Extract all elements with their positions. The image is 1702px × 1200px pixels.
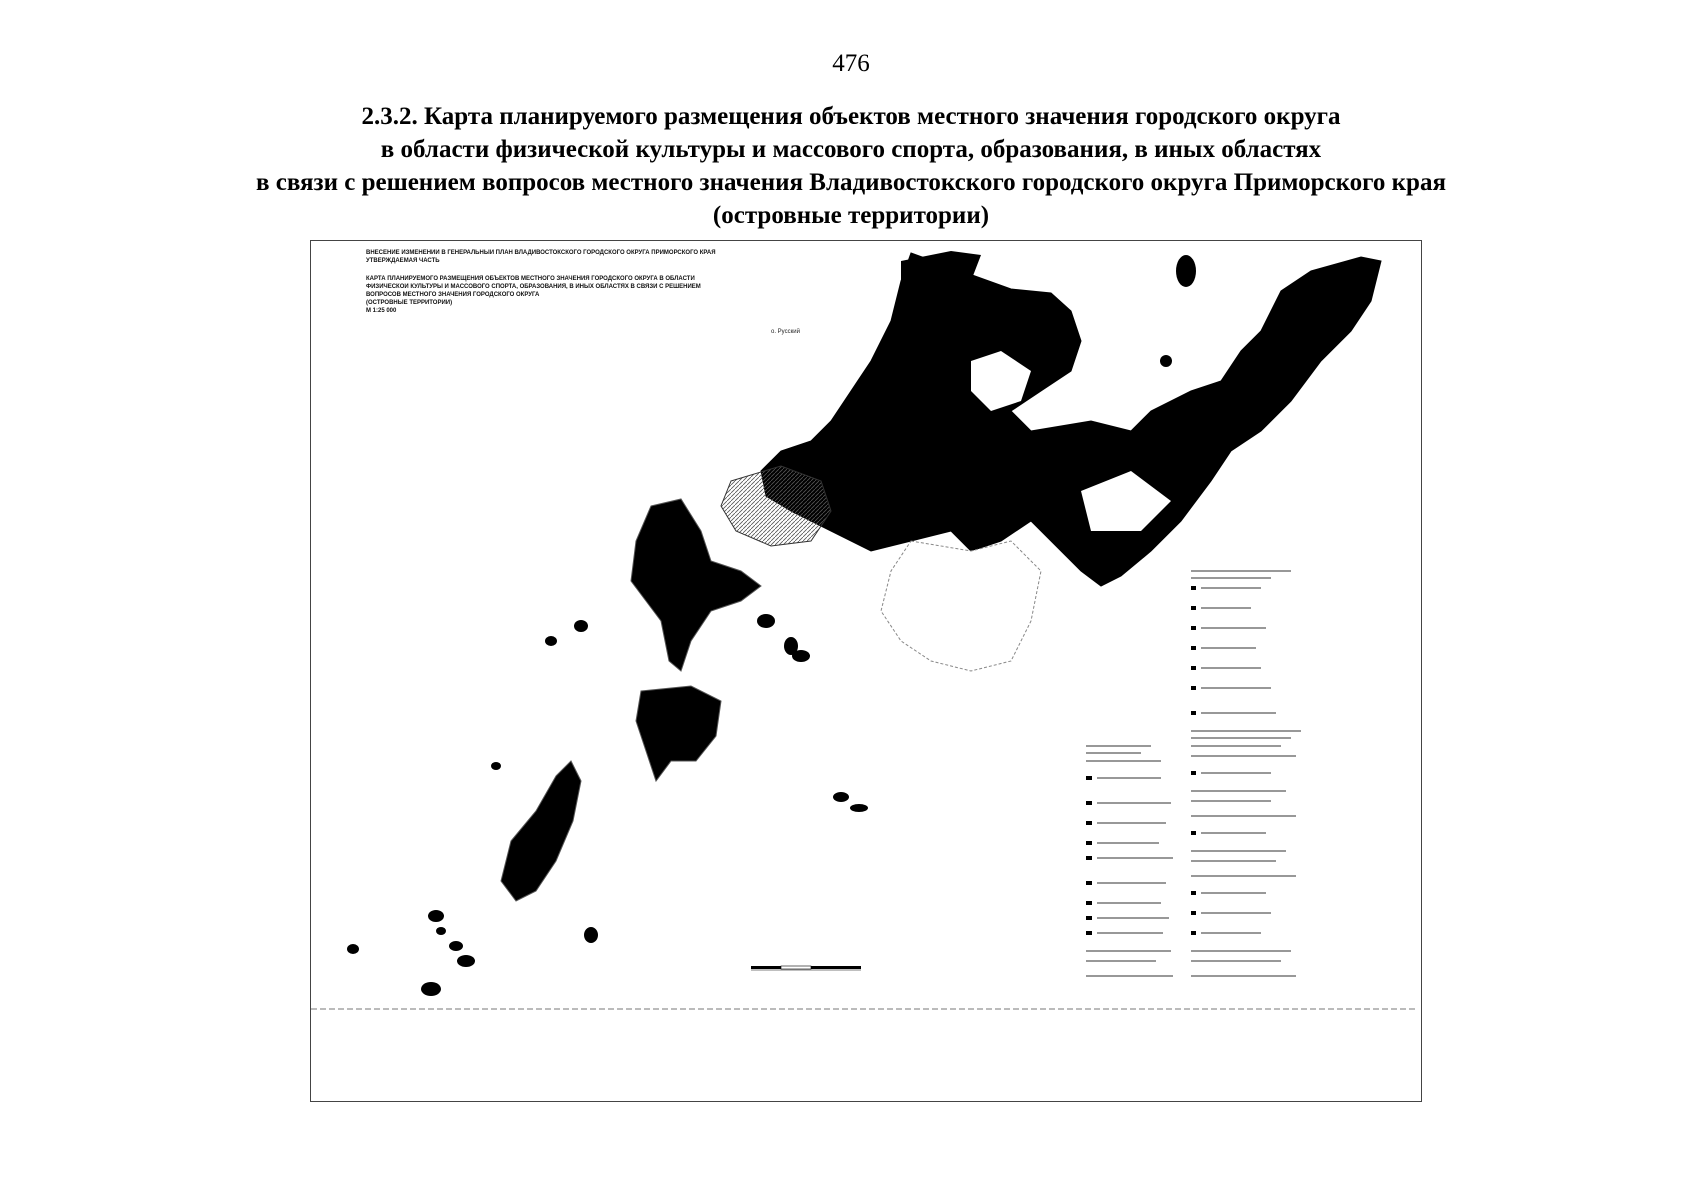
title-line-2: в области физической культуры и массового спорта, образования, в иных областях (380, 136, 1322, 163)
map-header-line-6: (ОСТРОВНЫЕ ТЕРРИТОРИИ) (366, 300, 453, 306)
page-number: 476 (832, 50, 870, 77)
legend-block-right (1191, 571, 1301, 976)
islet (574, 620, 588, 632)
map-header-line-3: КАРТА ПЛАНИРУЕМОГО РАЗМЕЩЕНИЯ ОБЪЕКТОВ МЕСТНОГО ЗНАЧЕНИЯ ГОРОДСКОГО ОКРУГА В ОБЛАСТИ (366, 276, 695, 282)
islet (833, 792, 849, 802)
map-figure (310, 240, 1422, 1102)
islet (457, 955, 475, 967)
islet (1176, 255, 1196, 287)
islet (792, 650, 810, 662)
main-island (761, 253, 1381, 586)
islet (1160, 355, 1172, 367)
islet (436, 927, 446, 935)
islet (757, 614, 775, 628)
map-scale: М 1:25 000 (366, 308, 397, 314)
islet (347, 944, 359, 954)
southwest-island (501, 761, 581, 901)
map-header (366, 249, 836, 315)
title-line-4: (островные территории) (712, 202, 990, 229)
islet (584, 927, 598, 943)
map-header-line-2: УТВЕРЖДАЕМАЯ ЧАСТЬ (366, 258, 440, 264)
islet (545, 636, 557, 646)
legend-block-left (1081, 741, 1201, 986)
map-header-line-1: ВНЕСЕНИЕ ИЗМЕНЕНИЙ В ГЕНЕРАЛЬНЫЙ ПЛАН ВЛАДИВОСТОКСКОГО ГОРОДСКОГО ОКРУГА ПРИМОРСКОГО КРАЯ (366, 250, 716, 256)
islet (428, 910, 444, 922)
title-line-1: 2.3.2. Карта планируемого размещения объектов местного значения городского округа (361, 103, 1341, 130)
islet (491, 762, 501, 770)
south-island (636, 686, 721, 781)
title-line-3: в связи с решением вопросов местного значения Владивостокского городского округа Приморского края (256, 169, 1446, 196)
document-title (100, 100, 1602, 232)
island-label: о. Русский (771, 329, 800, 335)
map-drawing (311, 241, 1421, 1101)
map-header-line-5: ВОПРОСОВ МЕСТНОГО ЗНАЧЕНИЯ ГОРОДСКОГО ОКРУГА (366, 292, 540, 298)
islet (449, 941, 463, 951)
islet (421, 982, 441, 996)
map-header-line-4: ФИЗИЧЕСКОЙ КУЛЬТУРЫ И МАССОВОГО СПОРТА, ОБРАЗОВАНИЯ, В ИНЫХ ОБЛАСТЯХ В СВЯЗИ С РЕШЕНИЕМ (366, 284, 701, 290)
scale-bar (751, 966, 861, 970)
undeveloped-zone (881, 541, 1041, 671)
islet (850, 804, 868, 812)
